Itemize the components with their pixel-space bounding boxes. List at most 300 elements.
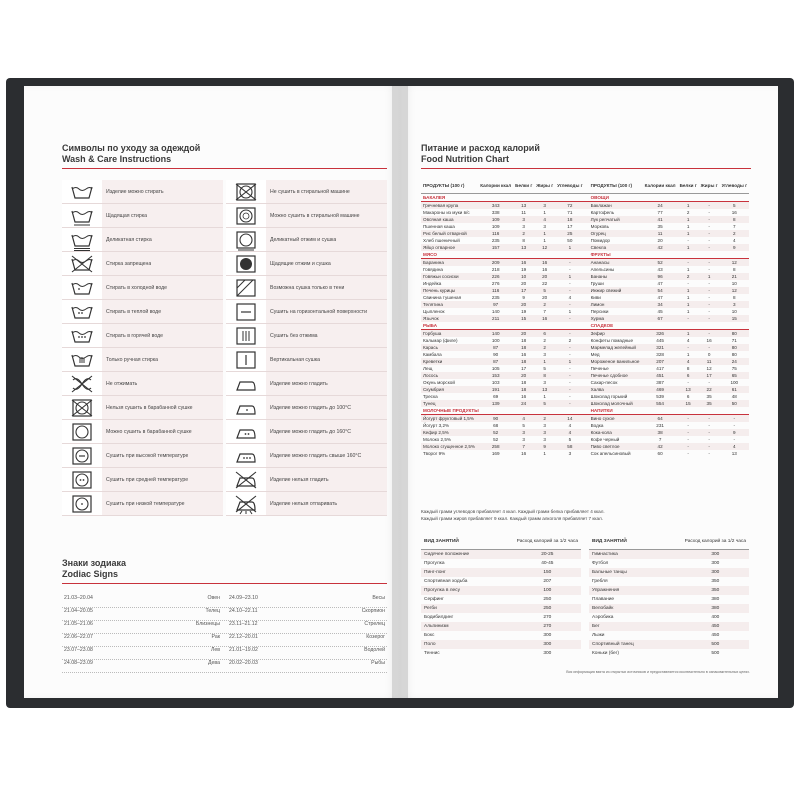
nutrition-value: 48 [731,394,737,399]
nutrition-value: 19 [521,267,527,272]
nutrition-value: - [555,386,584,393]
nutrition-row [421,209,749,216]
nutrition-value: 2 [568,338,572,343]
care-label: Сушить при низкой температуре [106,500,185,507]
nutrition-value: 2 [678,273,699,280]
food-name: Молоко сгущенное 2,5% [421,443,478,450]
nutrition-value: 18 [555,216,584,223]
nutrition-value: - [699,315,720,322]
activity-header-row [589,533,749,550]
food-name: Телятина [421,301,478,308]
nutrition-value: 226 [478,273,513,280]
nutrition-value: 4 [733,238,736,243]
food-name: Бананы [585,273,643,280]
care-label: Стирка запрещена [106,260,152,267]
page-spine [392,86,408,698]
nutrition-title: Питание и расход калорий Food Nutrition Chart [421,143,540,164]
nutrition-value: 75 [731,366,737,371]
nutrition-value: 4 [513,415,534,423]
nutrition-value: 20 [513,301,534,308]
care-row [62,420,223,444]
nutrition-value: 4 [686,338,690,343]
nutrition-value: 16 [542,267,548,272]
nutrition-value: 539 [656,394,664,399]
nutrition-value: 6 [678,372,699,379]
activity-calories: 300 [682,568,749,577]
nutrition-value: 13 [513,202,534,210]
nutrition-value: 5 [543,366,546,371]
activity-name: Прогулка [424,561,445,566]
food-name: Молоко 2,5% [423,437,451,442]
nutrition-value: 42 [643,244,678,251]
food-name: Треска [423,394,438,399]
nutrition-value: 22 [542,281,548,286]
food-name: Камбала [423,352,442,357]
care-row [62,348,223,372]
food-name: Язычок [421,315,478,322]
nutrition-row [421,259,749,267]
nutrition-value: 16 [534,315,555,322]
activity-name: Футбол [592,561,609,566]
nutrition-value: 58 [555,443,584,450]
dry-low-icon [62,492,102,515]
nutrition-value: - [708,281,710,286]
zodiac-entry [227,621,387,633]
nutrition-value: 554 [643,400,678,407]
food-name: Зефир [585,330,643,338]
activity-name: Бокс [424,633,435,638]
nutrition-value: 47 [657,281,663,286]
nutrition-value: 326 [643,330,678,338]
nutrition-value: - [708,309,710,314]
nutrition-category: МЯСО [421,251,585,259]
care-row [62,252,223,276]
nutrition-value: 11 [643,230,678,237]
flat-dry-icon [226,300,266,323]
nutrition-value: 90 [478,415,513,423]
food-name: Сахар-песок [590,380,618,385]
nutrition-value: 16 [521,394,527,399]
nutrition-value: 47 [657,295,663,300]
food-name: Цыпленок [423,309,445,314]
activity-row [589,649,749,658]
care-row [62,396,223,420]
activity-row [589,640,749,649]
nutrition-value: 11 [521,210,527,215]
nutrition-value: 12 [534,244,555,251]
nutrition-value: 1 [686,309,690,314]
nutrition-value: 80 [731,352,737,357]
zodiac-row [62,621,387,634]
nutrition-value: 7 [513,443,534,450]
food-name: Огурец [585,230,643,237]
care-label: Стирать в холодной воде [106,284,168,291]
food-name: Свекла [585,244,643,251]
activity-row [421,631,581,640]
care-row [62,300,223,324]
activity-calories: 270 [514,622,581,631]
activity-name: Спортивная ходьба [424,579,468,584]
food-name: Печень курицы [421,287,478,294]
care-title: Символы по уходу за одеждой Wash & Care Instructions [62,143,201,164]
nutrition-table [421,179,749,457]
zodiac-sign: Дева [208,660,220,666]
food-name: Хурма [585,315,643,322]
zodiac-sign: Весы [372,595,385,601]
care-label: Изделие можно гладить до 160°C [270,428,352,435]
care-row [226,420,387,444]
care-label: Деликатная стирка [106,236,152,243]
nutrition-value: 3 [534,429,555,436]
nutrition-value: 417 [656,366,664,371]
nutrition-value: 258 [478,443,513,450]
nutrition-value: 169 [491,451,500,456]
nutrition-value: 41 [643,216,678,223]
nutrition-value: 12 [720,259,749,267]
nutrition-value: 17 [699,372,720,379]
care-row [226,324,387,348]
nutrition-value: 1 [534,358,555,365]
nutrition-value: - [699,216,720,223]
nutrition-value: - [555,315,584,322]
zodiac-row [62,660,387,673]
care-title-rule [62,168,387,169]
care-label: Только ручная стирка [106,356,159,363]
nutrition-row [421,337,749,344]
care-label: Стирать в горячей воде [106,332,163,339]
nutrition-value: 20 [534,273,555,280]
line-dry-icon [226,348,266,371]
food-name: Халва [585,386,643,393]
zodiac-entry [62,621,222,633]
zodiac-entry [62,660,222,672]
nutrition-category-row [421,322,749,330]
activity-name: Лыжи [592,633,605,638]
food-name: Помидор [590,238,610,243]
nutrition-value: 153 [478,372,513,379]
nutrition-value: 3 [522,224,525,229]
care-row [62,468,223,492]
nutrition-row [421,237,749,244]
zodiac-sign: Водолей [364,647,385,653]
nutrition-value: 54 [643,287,678,294]
food-name: Окунь морской [423,380,455,385]
nutrition-value: 2 [543,338,546,343]
nutrition-value: 2 [720,230,749,237]
drip-dry-icon [226,324,266,347]
nutrition-header-cell: ПРОДУКТЫ (100 г) [585,179,643,194]
nutrition-value: 9 [720,429,749,436]
nutrition-row [421,266,749,273]
care-label: Деликатный отжим и сушка [270,236,337,243]
food-name: Картофель [590,210,615,215]
nutrition-value: 8 [686,366,690,371]
food-name: Мармелад желейный [585,344,643,351]
nutrition-value: 3 [543,437,546,442]
nutrition-value: - [555,301,584,308]
nutrition-value: - [569,366,571,371]
nutrition-value: 80 [720,344,749,351]
nutrition-value: 65 [720,372,749,379]
nutrition-value: 5 [534,287,555,294]
activity-row [421,595,581,604]
nutrition-value: 1 [678,216,699,223]
nutrition-value: - [733,437,736,442]
nutrition-value: 72 [555,202,584,210]
nutrition-row [421,301,749,308]
nutrition-value: 16 [521,451,527,456]
nutrition-value: 16 [521,352,527,357]
shade-dry-icon [226,276,266,299]
food-name: Морковь [590,224,610,229]
zodiac-sign: Рыбы [371,660,385,666]
nutrition-value: 235 [491,295,500,300]
nutrition-value: 4 [678,358,699,365]
zodiac-entry [227,595,387,607]
nutrition-value: 103 [491,380,500,385]
care-label: Изделие можно гладить свыше 160°C [270,452,362,459]
zodiac-dates: 21.03–20.04 [64,595,93,601]
activity-header: ВИД ЗАНЯТИЙ [589,533,682,550]
care-row [62,228,223,252]
nutrition-value: 77 [657,210,663,215]
care-row [226,228,387,252]
food-name: Пшенная каша [423,224,455,229]
nutrition-value: 64 [643,415,678,423]
nutrition-row [421,244,749,251]
zodiac-dates: 23.07–23.08 [64,647,93,653]
nutrition-category-row [421,251,749,259]
food-name: Скумбрия [421,386,478,393]
nutrition-value: 61 [720,386,749,393]
nutrition-value: 15 [513,315,534,322]
nutrition-value: 0 [707,352,711,357]
activity-calories: 350 [711,579,720,584]
nutrition-row [421,386,749,393]
nutrition-value: - [687,437,689,442]
nutrition-value: 3 [513,216,534,223]
nutrition-category: ОВОЩИ [585,194,749,202]
nutrition-value: - [678,259,699,267]
activity-calories: 270 [543,615,552,620]
nutrition-value: 5 [522,423,525,428]
nutrition-value: - [708,437,710,442]
activity-row [421,613,581,622]
nutrition-value: 3 [513,429,534,436]
care-row [226,396,387,420]
nutrition-value: 321 [643,344,678,351]
nutrition-value: - [708,267,710,272]
nutrition-row [421,400,749,407]
nutrition-row [421,372,749,379]
activity-row [421,586,581,595]
zodiac-sign: Телец [205,608,220,614]
care-label: Изделие нельзя гладить [270,476,329,483]
nutrition-value: 451 [643,372,678,379]
zodiac-sign: Рак [211,634,220,640]
activity-calories: 380 [711,597,720,602]
care-label: Нельзя сушить в барабанной сушке [106,404,193,411]
iron-low-icon [226,396,266,419]
nutrition-value: - [708,295,710,300]
nutrition-value: - [708,224,710,229]
activity-row [589,622,749,631]
nutrition-value: 20 [513,330,534,338]
nutrition-value: 71 [731,338,737,343]
activity-calories: 20-25 [514,550,581,560]
activity-calories: 500 [682,640,749,649]
nutrition-value: 2 [534,301,555,308]
activity-row [589,595,749,604]
nutrition-value: 50 [720,400,749,407]
nutrition-value: 17 [521,366,527,371]
food-name: Карась [421,344,478,351]
nutrition-row [421,393,749,400]
activity-calories: 500 [711,651,720,656]
nutrition-value: 68 [493,423,499,428]
activity-name: Гимнастика [589,550,682,560]
nutrition-value: 15 [678,400,699,407]
activity-name: Поло [421,640,514,649]
activity-calories: 380 [682,604,749,613]
nutrition-value: - [687,451,689,456]
nutrition-value: 9 [720,244,749,251]
nutrition-value: 71 [567,210,573,215]
activity-row [589,586,749,595]
nutrition-value: 3 [534,202,555,210]
nutrition-value: - [708,380,710,385]
food-name: Свинина тушеная [423,295,462,300]
activity-name: Плавание [592,597,615,602]
activity-calories: 300 [711,561,720,566]
nutrition-value: - [555,344,584,351]
nutrition-value: - [678,315,699,322]
activity-name: Бальные танцы [589,568,682,577]
nutrition-value: 16 [731,210,737,215]
food-name: Мороженое ванильное [585,358,643,365]
nutrition-value: 7 [543,309,546,314]
calorie-notes [421,508,605,522]
nutrition-category: МОЛОЧНЫЕ ПРОДУКТЫ [421,407,585,415]
food-name: Говяжьи сосиски [421,273,478,280]
care-row [62,372,223,396]
care-row [62,492,223,516]
care-label: Можно сушить в барабанной сушке [106,428,192,435]
food-name: Печенье [590,366,609,371]
nutrition-row [421,230,749,237]
zodiac-dates: 21.05–21.06 [64,621,93,627]
no-iron-icon [226,468,266,491]
nutrition-value: 15 [720,315,749,322]
food-name: Баранина [421,259,478,267]
delicate-wash-icon [62,228,102,251]
nutrition-header-cell: Углеводы г [720,179,749,194]
nutrition-value: 18 [521,380,527,385]
zodiac-entry [62,608,222,620]
activity-name: Спортивный танец [589,640,682,649]
nutrition-value: 3 [568,451,572,456]
food-name: Киви [590,295,601,300]
nutrition-value: 3 [543,224,546,229]
nutrition-value: 67 [643,315,678,322]
nutrition-value: 20 [657,238,663,243]
nutrition-row [421,450,749,457]
care-label: Возможна сушка только в тени [270,284,345,291]
nutrition-value: 10 [731,281,737,286]
care-label: Изделие можно стирать [106,188,164,195]
nutrition-value: 13 [513,244,534,251]
activity-row [421,604,581,613]
hot-wash-icon [62,324,102,347]
nutrition-row [421,344,749,351]
activity-row [421,577,581,586]
nutrition-value: 5 [534,400,555,407]
activity-row [589,631,749,640]
food-name: Груши [590,281,604,286]
zodiac-sign: Козерог [366,634,385,640]
zodiac-dates: 24.10–22.11 [229,608,258,614]
zodiac-entry [227,660,387,672]
food-name: Инжир свежий [585,287,643,294]
nutrition-value: - [699,230,720,237]
zodiac-dates: 24.08–23.09 [64,660,93,666]
nutrition-value: 24 [513,400,534,407]
activity-calories: 450 [711,633,720,638]
nutrition-value: 1 [543,238,546,243]
no-tumble-dry-icon [62,396,102,419]
dry-medium-icon [62,468,102,491]
nutrition-value: 7 [733,224,736,229]
zodiac-entry [62,647,222,659]
activity-calories: 300 [543,651,552,656]
nutrition-value: 1 [555,358,584,365]
nutrition-value: 52 [493,437,499,442]
zodiac-dates: 20.02–20.03 [229,660,258,666]
no-steam-icon [226,492,266,515]
nutrition-value: 13 [678,386,699,393]
delicate-spin-icon [226,228,266,251]
care-column-2 [226,180,387,516]
note-line-1: Каждый грамм углеводов прибавляет 4 ккал. Каждый грамм белка прибавляет 4 ккал. [421,509,605,514]
nutrition-value: 4 [720,443,749,450]
activity-name: Бодибилдинг [424,615,454,620]
food-name: Хлеб пшеничный [423,238,460,243]
food-name: Апельсины [590,267,615,272]
nutrition-value: 1 [699,273,720,280]
care-row [226,276,387,300]
activity-calories: 450 [682,622,749,631]
nutrition-value: 18 [513,386,534,393]
nutrition-value: 343 [478,202,513,210]
food-name: Водка [590,423,604,428]
nutrition-value: 1 [686,224,690,229]
nutrition-value: - [733,423,736,428]
activity-row [421,550,581,560]
nutrition-header-cell: Калории ккал [478,179,513,194]
nutrition-value: 2 [534,344,555,351]
nutrition-value: 1 [686,295,690,300]
nutrition-value: - [699,202,720,210]
no-wring-icon [62,372,102,395]
nutrition-value: 22 [699,386,720,393]
activity-name: Альпинизм [421,622,514,631]
nutrition-row [421,202,749,210]
nutrition-header-cell: Жиры г [534,179,555,194]
zodiac-sign: Лев [210,647,220,653]
activity-name: Коньки (бег) [592,651,620,656]
nutrition-header-cell: Жиры г [699,179,720,194]
food-name: Индейка [423,281,442,286]
